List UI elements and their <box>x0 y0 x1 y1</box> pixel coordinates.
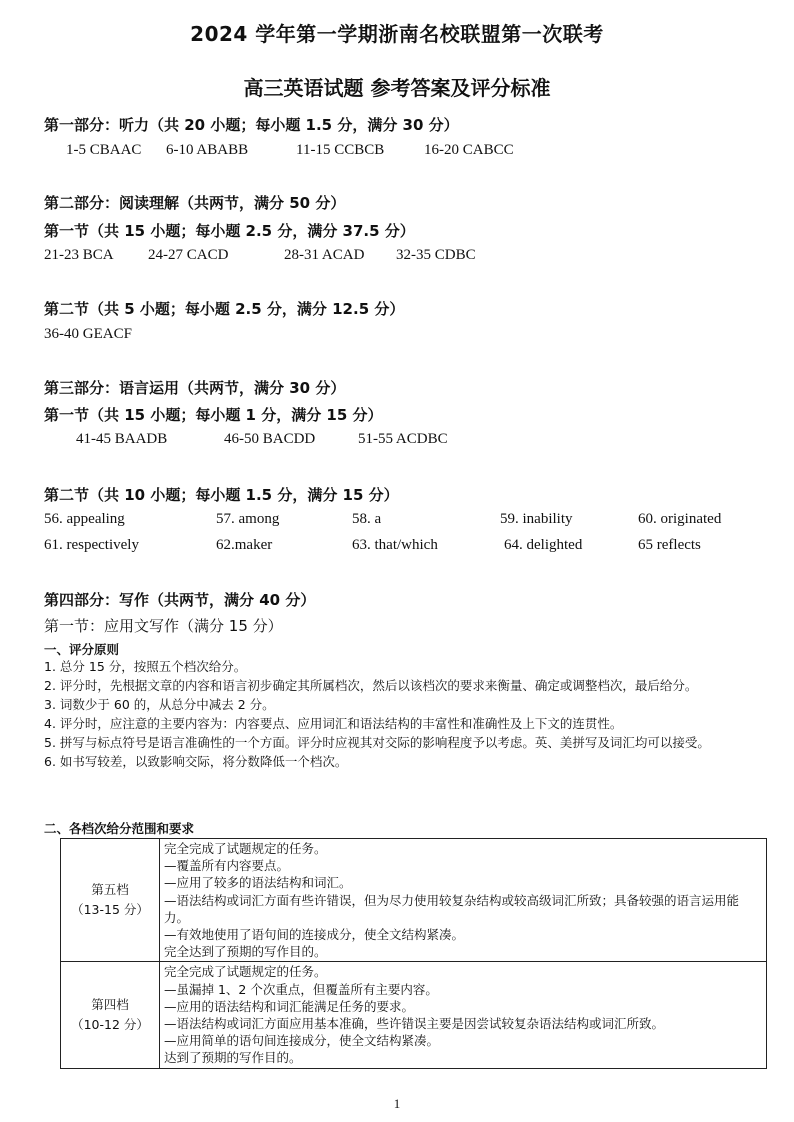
grade-level: 第四档 <box>91 997 129 1013</box>
answer-item: 63. that/which <box>352 537 438 553</box>
requirement-line: —语法结构或词汇方面有些许错误，但为尽力使用较复杂结构或较高级词汇所致；具备较强的语言运用能力。 <box>164 892 740 925</box>
answer-group: 16-20 CABCC <box>424 142 514 158</box>
grading-table <box>60 838 767 1069</box>
grade-range: （13-15 分） <box>71 902 149 918</box>
answer-group: 32-35 CDBC <box>396 247 476 263</box>
requirement-line: —有效地使用了语句间的连接成分，使全文结构紧凑。 <box>164 927 465 943</box>
table-row <box>61 962 767 1068</box>
principles-list <box>44 657 780 771</box>
requirement-line: 完全完成了试题规定的任务。 <box>164 841 327 856</box>
principle-item: 3. 词数少于 60 的，从总分中减去 2 分。 <box>44 697 275 712</box>
answer-group: 36-40 GEACF <box>44 326 132 342</box>
part4-heading: 第四部分：写作（共两节，满分 40 分） <box>44 591 316 609</box>
answer-item: 61. respectively <box>44 537 139 553</box>
part2-section2-heading: 第二节（共 5 小题；每小题 2.5 分，满分 12.5 分） <box>44 300 405 318</box>
answer-group: 41-45 BAADB <box>76 431 168 447</box>
answer-item: 62.maker <box>216 537 273 553</box>
principle-item: 4. 评分时，应注意的主要内容为：内容要点、应用词汇和语法结构的丰富性和准确性及上下文的连贯性。 <box>44 716 623 731</box>
answer-group: 6-10 ABABB <box>166 142 249 158</box>
grade-level: 第五档 <box>91 882 129 898</box>
requirement-line: —语法结构或词汇方面应用基本准确，些许错误主要是因尝试较复杂语法结构或词汇所致。 <box>164 1016 665 1032</box>
answer-item: 58. a <box>352 511 382 527</box>
answer-group: 21-23 BCA <box>44 247 114 263</box>
grade-requirements-cell <box>160 839 767 962</box>
answer-group: 11-15 CCBCB <box>296 142 385 158</box>
requirement-line: 完全达到了预期的写作目的。 <box>164 944 327 960</box>
answer-group: 51-55 ACDBC <box>358 431 448 447</box>
grade-requirements-cell <box>160 962 767 1068</box>
document-title: 2024 学年第一学期浙南名校联盟第一次联考 <box>190 22 604 46</box>
answer-group: 1-5 CBAAC <box>66 142 142 158</box>
page-number: 1 <box>393 1096 401 1111</box>
requirement-line: —应用简单的语句间连接成分，使全文结构紧凑。 <box>164 1033 440 1049</box>
part3-heading: 第三部分：语言运用（共两节，满分 30 分） <box>44 379 346 397</box>
ranges-heading: 二、各档次给分范围和要求 <box>44 821 195 836</box>
answer-item: 60. originated <box>638 511 722 527</box>
part2-section1-heading: 第一节（共 15 小题；每小题 2.5 分，满分 37.5 分） <box>44 222 415 240</box>
grade-level-cell <box>61 839 160 962</box>
grade-range: （10-12 分） <box>71 1017 149 1033</box>
principles-heading: 一、评分原则 <box>44 642 120 657</box>
requirement-line: —覆盖所有内容要点。 <box>164 858 290 874</box>
requirement-line: 达到了预期的写作目的。 <box>164 1050 302 1066</box>
grade-level-cell <box>61 962 160 1068</box>
document-subtitle: 高三英语试题 参考答案及评分标准 <box>243 76 551 100</box>
answer-group: 46-50 BACDD <box>224 431 316 447</box>
requirement-line: —虽漏掉 1、2 个次重点，但覆盖所有主要内容。 <box>164 981 438 997</box>
principle-item: 5. 拼写与标点符号是语言准确性的一个方面。评分时应视其对交际的影响程度予以考虑。英、美拼写及词汇均可以接受。 <box>44 735 710 750</box>
requirement-line: —应用了较多的语法结构和词汇。 <box>164 875 352 891</box>
requirement-line: 完全完成了试题规定的任务。 <box>164 964 327 980</box>
principle-item: 2. 评分时，先根据文章的内容和语言初步确定其所属档次，然后以该档次的要求来衡量、确定或调整档次，最后给分。 <box>44 678 698 693</box>
answer-item: 59. inability <box>500 511 573 527</box>
answer-item: 57. among <box>216 511 280 527</box>
part1-heading: 第一部分：听力（共 20 小题；每小题 1.5 分，满分 30 分） <box>44 116 459 134</box>
part2-heading: 第二部分：阅读理解（共两节，满分 50 分） <box>44 194 346 212</box>
answer-item: 56. appealing <box>44 511 125 527</box>
part3-section2-heading: 第二节（共 10 小题；每小题 1.5 分，满分 15 分） <box>44 486 399 504</box>
part3-section1-heading: 第一节（共 15 小题；每小题 1 分，满分 15 分） <box>44 406 383 424</box>
principle-item: 6. 如书写较差，以致影响交际，将分数降低一个档次。 <box>44 754 348 769</box>
answer-item: 65 reflects <box>638 537 701 553</box>
table-row <box>61 839 767 962</box>
principle-item: 1. 总分 15 分，按照五个档次给分。 <box>44 659 247 674</box>
requirement-line: —应用的语法结构和词汇能满足任务的要求。 <box>164 998 415 1014</box>
part4-section1-heading: 第一节：应用文写作（满分 15 分） <box>44 617 283 635</box>
answer-item: 64. delighted <box>504 537 583 553</box>
answer-group: 28-31 ACAD <box>284 247 365 263</box>
answer-group: 24-27 CACD <box>148 247 229 263</box>
